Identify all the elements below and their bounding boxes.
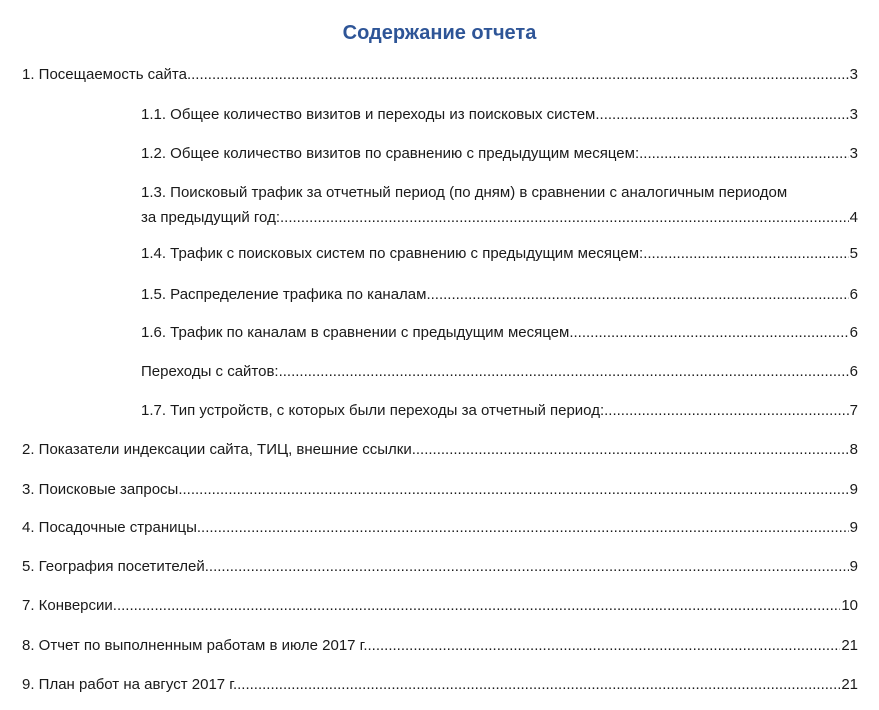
toc-entry[interactable] — [141, 141, 858, 166]
toc-leader-dots — [187, 62, 849, 87]
toc-leader-dots — [279, 359, 849, 384]
toc-entry[interactable] — [22, 62, 858, 87]
toc-entry-label: за предыдущий год: — [141, 209, 280, 226]
toc-entry-label: 9. План работ на август 2017 г. — [22, 676, 238, 693]
toc-entry-label: Переходы с сайтов: — [141, 363, 279, 380]
toc-leader-dots — [368, 633, 841, 658]
toc-page-number: 9 — [849, 519, 858, 536]
toc-leader-dots — [426, 282, 848, 307]
toc-page-number: 3 — [849, 145, 858, 162]
toc-leader-dots — [595, 102, 848, 127]
toc-entry-label: 1.6. Трафик по каналам в сравнении с предыдущим месяцем — [141, 324, 570, 341]
toc-entry[interactable] — [22, 477, 858, 502]
toc-entry-label: 5. География посетителей — [22, 558, 205, 575]
toc-entry[interactable] — [141, 282, 858, 307]
toc-entry[interactable] — [141, 359, 858, 384]
toc-leader-dots — [237, 672, 840, 697]
toc-page-number: 9 — [849, 481, 858, 498]
toc-leader-dots — [178, 477, 848, 502]
toc-entry[interactable] — [141, 180, 858, 230]
toc-leader-dots — [412, 437, 849, 462]
toc-page-number: 9 — [849, 558, 858, 575]
toc-entry-label-line1: 1.3. Поисковый трафик за отчетный период (по дням) в сравнении с аналогичным периодом — [141, 184, 788, 201]
toc-entry[interactable] — [22, 672, 858, 697]
toc-leader-dots — [113, 593, 841, 618]
toc-page-number: 4 — [849, 209, 858, 226]
toc-entry-label: 2. Показатели индексации сайта, ТИЦ, внешние ссылки — [22, 441, 412, 458]
toc-entry[interactable] — [141, 398, 858, 423]
toc-page-number: 3 — [849, 66, 858, 83]
toc-title: Содержание отчета — [342, 22, 537, 44]
toc-entry-label: 3. Поисковые запросы — [22, 481, 179, 498]
toc-entry-label: 1.2. Общее количество визитов по сравнению с предыдущим месяцем: — [141, 145, 640, 162]
toc-entry[interactable] — [141, 320, 858, 345]
toc-page-number: 7 — [849, 402, 858, 419]
toc-entry[interactable] — [22, 515, 858, 540]
toc-entry-label: 1.4. Трафик с поисковых систем по сравнению с предыдущим месяцем: — [141, 245, 644, 262]
toc-entry-label: 1.1. Общее количество визитов и переходы из поисковых систем — [141, 106, 596, 123]
toc-entry-label: 1.5. Распределение трафика по каналам — [141, 286, 427, 303]
toc-page-number: 6 — [849, 286, 858, 303]
toc-page-number: 8 — [849, 441, 858, 458]
toc-entry-label: 7. Конверсии — [22, 597, 113, 614]
toc-leader-dots — [205, 554, 849, 579]
toc-leader-dots — [643, 241, 848, 266]
toc-entry-label: 4. Посадочные страницы — [22, 519, 197, 536]
toc-leader-dots — [639, 141, 849, 166]
toc-entry-label: 8. Отчет по выполненным работам в июле 2017 г. — [22, 637, 368, 654]
toc-page-number: 6 — [849, 363, 858, 380]
toc-entry[interactable] — [22, 593, 858, 618]
toc-page-number: 5 — [849, 245, 858, 262]
toc-entry[interactable] — [22, 437, 858, 462]
toc-leader-dots — [604, 398, 849, 423]
toc-entry-label: 1.7. Тип устройств, с которых были переходы за отчетный период: — [141, 402, 605, 419]
toc-page-number: 21 — [841, 676, 858, 693]
toc-leader-dots — [197, 515, 849, 540]
toc-page-number: 3 — [849, 106, 858, 123]
toc-entry[interactable] — [22, 633, 858, 658]
toc-entry[interactable] — [141, 241, 858, 266]
toc-entry[interactable] — [22, 554, 858, 579]
toc-leader-dots — [569, 320, 848, 345]
toc-page-number: 10 — [841, 597, 858, 614]
toc-entry-label: 1. Посещаемость сайта — [22, 66, 187, 83]
toc-page-number: 6 — [849, 324, 858, 341]
toc-entry[interactable] — [141, 102, 858, 127]
toc-page-number: 21 — [841, 637, 858, 654]
toc-leader-dots — [280, 205, 849, 230]
